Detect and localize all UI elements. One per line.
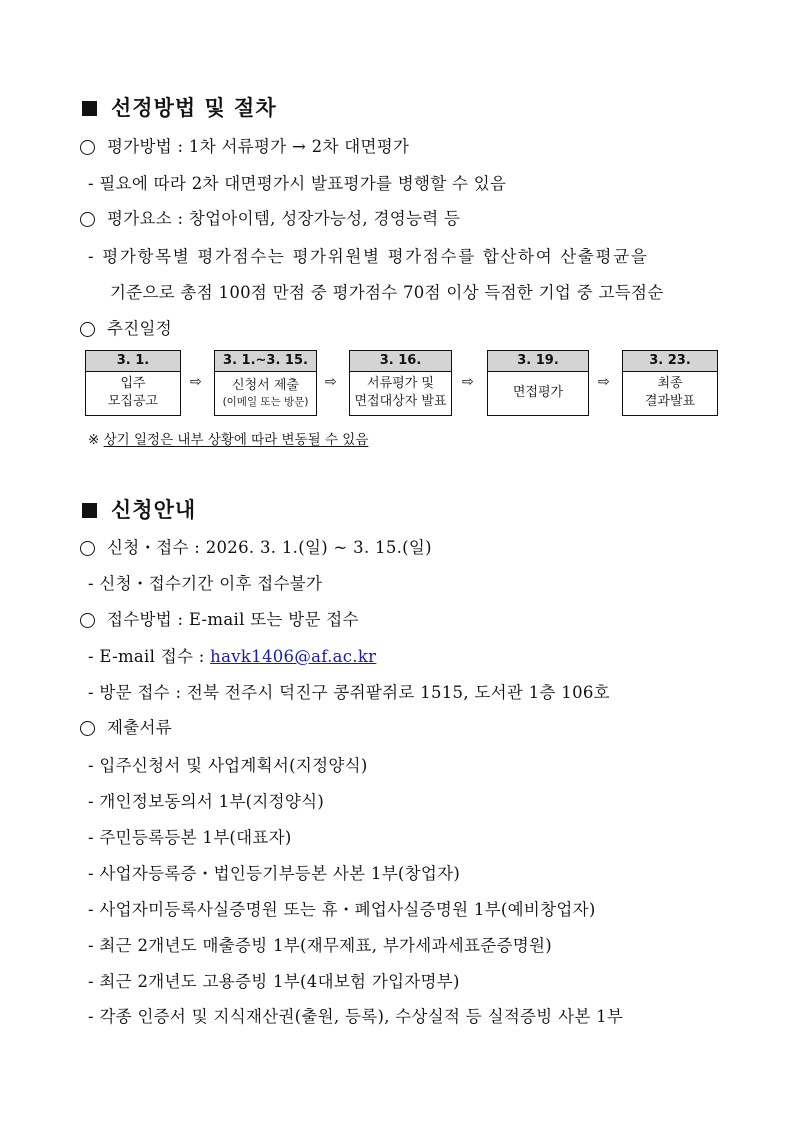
right-arrow-icon: ⇨ <box>598 374 610 390</box>
schedule-step-label: 면접평가 <box>512 385 564 400</box>
circle-bullet-icon <box>80 541 95 556</box>
schedule-step-date: 3. 16. <box>350 351 451 372</box>
application-method-item: 접수방법 : E-mail 또는 방문 접수 <box>80 606 359 630</box>
eval-factors-note-line1: - 평가항목별 평가점수는 평가위원별 평가점수를 합산하여 산출평균을 <box>88 247 649 266</box>
schedule-step-date: 3. 23. <box>623 351 717 372</box>
schedule-step-label: 서류평가 및 <box>367 376 434 391</box>
document-list-item: - 사업자등록증・법인등기부등본 사본 1부(창업자) <box>88 864 461 883</box>
square-bullet-icon <box>82 101 97 116</box>
eval-factors-note-line2: 기준으로 총점 100점 만점 중 평가점수 70점 이상 득점한 기업 중 고득점순 <box>110 283 664 302</box>
document-list-item: - 각종 인증서 및 지식재산권(출원, 등록), 수상실적 등 실적증빙 사본 1부 <box>88 1007 624 1026</box>
eval-factors-item: 평가요소 : 창업아이템, 성장가능성, 경영능력 등 <box>80 205 460 229</box>
circle-bullet-icon <box>80 140 95 155</box>
schedule-note <box>88 428 368 448</box>
schedule-step-label: 입주 <box>120 376 146 391</box>
schedule-step-2 <box>214 350 317 416</box>
schedule-step-date: 3. 19. <box>488 351 588 372</box>
schedule-step-label: 모집공고 <box>107 394 159 409</box>
schedule-step-label: 결과발표 <box>644 394 696 409</box>
schedule-step-5 <box>622 350 718 416</box>
circle-bullet-icon <box>80 212 95 227</box>
schedule-step-3 <box>349 350 452 416</box>
application-period-item: 신청・접수 : 2026. 3. 1.(일) ~ 3. 15.(일) <box>80 534 432 558</box>
schedule-step-sublabel: (이메일 또는 방문) <box>222 396 309 408</box>
document-list-item: - 주민등록등본 1부(대표자) <box>88 828 292 847</box>
schedule-step-label: 신청서 제출 <box>232 378 299 393</box>
email-link[interactable]: havk1406@af.ac.kr <box>210 647 377 666</box>
right-arrow-icon: ⇨ <box>325 374 337 390</box>
schedule-step-label: 최종 <box>657 376 683 391</box>
section-title-application: 신청안내 <box>82 494 196 524</box>
document-list-item: - 입주신청서 및 사업계획서(지정양식) <box>88 756 368 775</box>
eval-method-item: 평가방법 : 1차 서류평가 → 2차 대면평가 <box>80 133 409 157</box>
schedule-item: 추진일정 <box>80 315 172 339</box>
right-arrow-icon: ⇨ <box>190 374 202 390</box>
right-arrow-icon: ⇨ <box>462 374 474 390</box>
note-mark: ※ <box>88 432 100 448</box>
schedule-step-date: 3. 1. <box>86 351 180 372</box>
square-bullet-icon <box>82 503 97 518</box>
documents-item: 제출서류 <box>80 714 172 738</box>
section-title-selection: 선정방법 및 절차 <box>82 92 277 122</box>
document-list-item: - 최근 2개년도 고용증빙 1부(4대보험 가입자명부) <box>88 972 460 991</box>
circle-bullet-icon <box>80 322 95 337</box>
schedule-step-4 <box>487 350 589 416</box>
application-period-note: - 신청・접수기간 이후 접수불가 <box>88 574 323 593</box>
schedule-step-label: 면접대상자 발표 <box>354 394 447 409</box>
circle-bullet-icon <box>80 721 95 736</box>
visit-submission-line: - 방문 접수 : 전북 전주시 덕진구 콩쥐팥쥐로 1515, 도서관 1층 106호 <box>88 683 610 702</box>
schedule-note-text: 상기 일정은 내부 상황에 따라 변동될 수 있음 <box>103 432 369 448</box>
document-list-item: - 사업자미등록사실증명원 또는 휴・폐업사실증명원 1부(예비창업자) <box>88 900 596 919</box>
email-submission-label: - E-mail 접수 : <box>88 647 211 666</box>
email-submission-line <box>88 643 376 667</box>
schedule-step-1 <box>85 350 181 416</box>
schedule-step-date: 3. 1.~3. 15. <box>215 351 316 372</box>
circle-bullet-icon <box>80 613 95 628</box>
document-list-item: - 최근 2개년도 매출증빙 1부(재무제표, 부가세과세표준증명원) <box>88 936 552 955</box>
eval-method-note: - 필요에 따라 2차 대면평가시 발표평가를 병행할 수 있음 <box>88 174 507 193</box>
document-list-item: - 개인정보동의서 1부(지정양식) <box>88 792 325 811</box>
